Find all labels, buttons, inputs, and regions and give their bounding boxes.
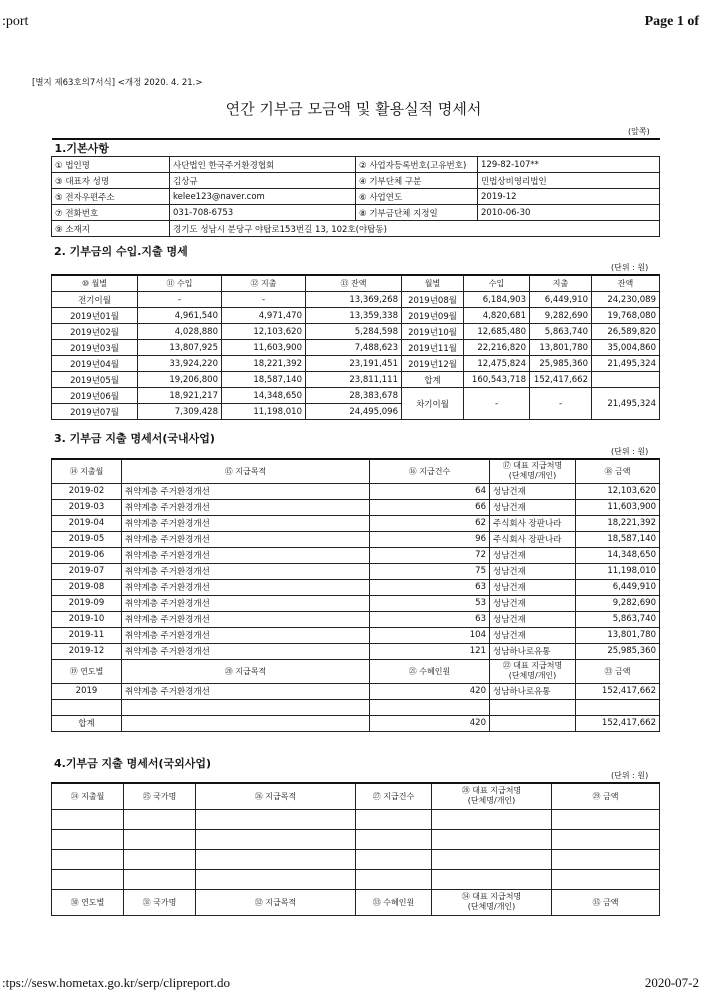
col-header: ⑱ 금액 xyxy=(576,459,660,483)
total-beneficiaries: 420 xyxy=(370,715,490,731)
total-label: 합계 xyxy=(402,372,464,388)
expense-cell: 6,449,910 xyxy=(530,292,592,308)
month-cell: 2019년04월 xyxy=(52,356,138,372)
count-cell: 96 xyxy=(370,531,490,547)
amount-cell: 6,449,910 xyxy=(576,579,660,595)
month-cell: 2019년08월 xyxy=(402,292,464,308)
empty-row xyxy=(52,849,660,869)
income-header-row xyxy=(52,275,660,292)
table-row xyxy=(52,611,660,627)
income-cell: 7,309,428 xyxy=(138,404,222,420)
print-header-left: :port xyxy=(2,14,29,29)
label: ④ 기부단체 구분 xyxy=(356,173,478,189)
table-row xyxy=(52,308,660,324)
payee-cell: 주식회사 장판나라 xyxy=(490,515,576,531)
payee-cell: 성남하나로유통 xyxy=(490,683,576,699)
table-row xyxy=(52,356,660,372)
expense-cell: 9,282,690 xyxy=(530,308,592,324)
month-cell: 2019년05월 xyxy=(52,372,138,388)
beneficiaries-cell: 420 xyxy=(370,683,490,699)
form-number: [별지 제63호의7서식] <개정 2020. 4. 21.> xyxy=(32,78,203,88)
purpose-cell: 취약계층 주거환경개선 xyxy=(122,627,370,643)
month-cell: 2019-11 xyxy=(52,627,122,643)
col-header: ㉜ 지급목적 xyxy=(196,889,356,915)
income-cell: 18,921,217 xyxy=(138,388,222,404)
table-row xyxy=(52,499,660,515)
table-row xyxy=(52,563,660,579)
expense-cell: 14,348,650 xyxy=(222,388,306,404)
month-cell: 2019년10월 xyxy=(402,324,464,340)
amount-cell: 18,587,140 xyxy=(576,531,660,547)
basic-row xyxy=(52,205,660,221)
empty-row xyxy=(52,829,660,849)
amount-cell: 11,198,010 xyxy=(576,563,660,579)
month-cell: 2019-02 xyxy=(52,483,122,499)
payee-cell: 주식회사 장판나라 xyxy=(490,531,576,547)
month-cell: 2019-09 xyxy=(52,595,122,611)
value: kelee123@naver.com xyxy=(170,189,356,205)
basic-info-table xyxy=(51,138,660,237)
income-unit: (단위 : 원) xyxy=(611,263,649,272)
amount-cell: 152,417,662 xyxy=(576,683,660,699)
label: ③ 대표자 성명 xyxy=(52,173,170,189)
income-cell: 33,924,220 xyxy=(138,356,222,372)
print-header-page: Page 1 of xyxy=(644,14,699,29)
col-header: ⑯ 지급건수 xyxy=(370,459,490,483)
table-row xyxy=(52,340,660,356)
income-cell: 13,807,925 xyxy=(138,340,222,356)
count-cell: 63 xyxy=(370,611,490,627)
payee-cell: 성남하나로유통 xyxy=(490,643,576,659)
payee-cell: 성남건재 xyxy=(490,483,576,499)
purpose-cell: 취약계층 주거환경개선 xyxy=(122,579,370,595)
year-row xyxy=(52,683,660,699)
total-purpose xyxy=(122,715,370,731)
month-cell: 전기이월 xyxy=(52,292,138,308)
col-header: ㉓ 금액 xyxy=(576,659,660,683)
expense-cell: 12,103,620 xyxy=(222,324,306,340)
table-row xyxy=(52,579,660,595)
total-expense: 152,417,662 xyxy=(530,372,592,388)
month-cell: 2019년03월 xyxy=(52,340,138,356)
balance-cell: 23,191,451 xyxy=(306,356,402,372)
domestic-table xyxy=(51,458,660,732)
col-header: ㉛ 국가명 xyxy=(124,889,196,915)
purpose-cell: 취약계층 주거환경개선 xyxy=(122,515,370,531)
expense-cell: 18,587,140 xyxy=(222,372,306,388)
expense-cell: - xyxy=(222,292,306,308)
amount-cell: 5,863,740 xyxy=(576,611,660,627)
expense-cell: 18,221,392 xyxy=(222,356,306,372)
balance-cell: 24,495,096 xyxy=(306,404,402,420)
col-header: ⑫ 지출 xyxy=(222,275,306,292)
month-cell: 2019년06월 xyxy=(52,388,138,404)
basic-row xyxy=(52,189,660,205)
col-header: ㉞ 대표 지급처명 (단체명/개인) xyxy=(432,889,552,915)
col-header: ⑰ 대표 지급처명 (단체명/개인) xyxy=(490,459,576,483)
front-side-label: (앞쪽) xyxy=(628,127,650,136)
amount-cell: 14,348,650 xyxy=(576,547,660,563)
balance-cell: 7,488,623 xyxy=(306,340,402,356)
purpose-cell: 취약계층 주거환경개선 xyxy=(122,499,370,515)
basic-row xyxy=(52,157,660,173)
balance-cell: 13,359,338 xyxy=(306,308,402,324)
col-header: ⑭ 지출월 xyxy=(52,459,122,483)
col-header: ㉒ 대표 지급처명 (단체명/개인) xyxy=(490,659,576,683)
payee-cell: 성남건재 xyxy=(490,627,576,643)
basic-row xyxy=(52,173,660,189)
payee-cell: 성남건재 xyxy=(490,611,576,627)
col-header: ㉟ 금액 xyxy=(552,889,660,915)
month-cell: 2019년11월 xyxy=(402,340,464,356)
total-row xyxy=(52,715,660,731)
address-value: 경기도 성남시 분당구 야탑로153번길 13, 102호(야탑동) xyxy=(170,221,660,237)
month-cell: 2019-07 xyxy=(52,563,122,579)
value: 민법상비영리법인 xyxy=(478,173,660,189)
count-cell: 104 xyxy=(370,627,490,643)
income-cell: - xyxy=(138,292,222,308)
col-header: 지출 xyxy=(530,275,592,292)
label: ② 사업자등록번호(고유번호) xyxy=(356,157,478,173)
month-cell: 2019년09월 xyxy=(402,308,464,324)
month-cell: 2019년07월 xyxy=(52,404,138,420)
income-cell: 4,961,540 xyxy=(138,308,222,324)
balance-cell: 28,383,678 xyxy=(306,388,402,404)
table-row xyxy=(52,483,660,499)
expense-cell: 11,198,010 xyxy=(222,404,306,420)
balance-cell: 35,004,860 xyxy=(592,340,660,356)
income-cell: 12,685,480 xyxy=(464,324,530,340)
domestic-header2-row xyxy=(52,659,660,683)
col-header: ㉙ 금액 xyxy=(552,783,660,809)
expense-cell: 25,985,360 xyxy=(530,356,592,372)
overseas-header-row xyxy=(52,783,660,809)
income-cell: 4,820,681 xyxy=(464,308,530,324)
col-header: ㉕ 국가명 xyxy=(124,783,196,809)
month-cell: 2019-05 xyxy=(52,531,122,547)
expense-cell: 11,603,900 xyxy=(222,340,306,356)
year-cell: 2019 xyxy=(52,683,122,699)
overseas-header2-row xyxy=(52,889,660,915)
label: ⑨ 소재지 xyxy=(52,221,170,237)
purpose-cell: 취약계층 주거환경개선 xyxy=(122,547,370,563)
table-row xyxy=(52,595,660,611)
table-row xyxy=(52,388,660,404)
section-income-title: 2. 기부금의 수입.지출 명세 xyxy=(54,245,188,258)
domestic-header-row xyxy=(52,459,660,483)
income-cell: 12,475,824 xyxy=(464,356,530,372)
table-row xyxy=(52,643,660,659)
empty-row xyxy=(52,699,660,715)
income-table xyxy=(51,274,660,420)
section-basic-title: 1.기본사항 xyxy=(52,139,660,157)
domestic-unit: (단위 : 원) xyxy=(611,447,649,456)
balance-cell: 23,811,111 xyxy=(306,372,402,388)
count-cell: 64 xyxy=(370,483,490,499)
balance-cell: 21,495,324 xyxy=(592,356,660,372)
balance-cell: 19,768,080 xyxy=(592,308,660,324)
amount-cell: 11,603,900 xyxy=(576,499,660,515)
purpose-cell: 취약계층 주거환경개선 xyxy=(122,643,370,659)
carry-balance: 21,495,324 xyxy=(592,388,660,420)
count-cell: 62 xyxy=(370,515,490,531)
month-cell: 2019년02월 xyxy=(52,324,138,340)
col-header: ⑩ 월별 xyxy=(52,275,138,292)
section-overseas-title: 4.기부금 지출 명세서(국외사업) xyxy=(54,757,212,770)
month-cell: 2019-12 xyxy=(52,643,122,659)
domestic-body xyxy=(52,483,660,659)
basic-row-address xyxy=(52,221,660,237)
print-footer-url: :tps://sesw.hometax.go.kr/serp/clipreport.do xyxy=(2,975,231,990)
value: 129-82-107** xyxy=(478,157,660,173)
balance-cell: 24,230,089 xyxy=(592,292,660,308)
total-income: 160,543,718 xyxy=(464,372,530,388)
income-cell: 4,028,880 xyxy=(138,324,222,340)
col-header: ⑲ 연도별 xyxy=(52,659,122,683)
amount-cell: 25,985,360 xyxy=(576,643,660,659)
table-row xyxy=(52,531,660,547)
month-cell: 2019-10 xyxy=(52,611,122,627)
count-cell: 53 xyxy=(370,595,490,611)
purpose-cell: 취약계층 주거환경개선 xyxy=(122,595,370,611)
col-header: ⑪ 수입 xyxy=(138,275,222,292)
table-row xyxy=(52,627,660,643)
total-payee xyxy=(490,715,576,731)
count-cell: 75 xyxy=(370,563,490,579)
total-amount: 152,417,662 xyxy=(576,715,660,731)
carry-expense: - xyxy=(530,388,592,420)
document-title: 연간 기부금 모금액 및 활용실적 명세서 xyxy=(225,100,482,118)
income-cell: 22,216,820 xyxy=(464,340,530,356)
amount-cell: 9,282,690 xyxy=(576,595,660,611)
col-header: ㉔ 지출월 xyxy=(52,783,124,809)
col-header: ⑬ 잔액 xyxy=(306,275,402,292)
col-header: ⑳ 지급목적 xyxy=(122,659,370,683)
value: 031-708-6753 xyxy=(170,205,356,221)
col-header: 수입 xyxy=(464,275,530,292)
carry-forward-label: 차기이월 xyxy=(402,388,464,420)
col-header: ⑮ 지급목적 xyxy=(122,459,370,483)
label: ⑤ 전자우편주소 xyxy=(52,189,170,205)
col-header: 잔액 xyxy=(592,275,660,292)
payee-cell: 성남건재 xyxy=(490,547,576,563)
payee-cell: 성남건재 xyxy=(490,563,576,579)
balance-cell: 13,369,268 xyxy=(306,292,402,308)
carry-income: - xyxy=(464,388,530,420)
col-header: ㉝ 수혜인원 xyxy=(356,889,432,915)
purpose-cell: 취약계층 주거환경개선 xyxy=(122,611,370,627)
month-cell: 2019-08 xyxy=(52,579,122,595)
table-row xyxy=(52,324,660,340)
col-header: ㉗ 지급건수 xyxy=(356,783,432,809)
col-header: ㉘ 대표 지급처명 (단체명/개인) xyxy=(432,783,552,809)
month-cell: 2019-06 xyxy=(52,547,122,563)
label: ⑧ 기부금단체 지정일 xyxy=(356,205,478,221)
table-row xyxy=(52,515,660,531)
value: 사단법인 한국주거환경협회 xyxy=(170,157,356,173)
value: 김상규 xyxy=(170,173,356,189)
income-cell: 19,206,800 xyxy=(138,372,222,388)
table-row xyxy=(52,292,660,308)
purpose-cell: 취약계층 주거환경개선 xyxy=(122,483,370,499)
purpose-cell: 취약계층 주거환경개선 xyxy=(122,683,370,699)
purpose-cell: 취약계층 주거환경개선 xyxy=(122,531,370,547)
month-cell: 2019-03 xyxy=(52,499,122,515)
overseas-unit: (단위 : 원) xyxy=(611,771,649,780)
amount-cell: 18,221,392 xyxy=(576,515,660,531)
value: 2019-12 xyxy=(478,189,660,205)
table-row xyxy=(52,547,660,563)
label: ⑦ 전화번호 xyxy=(52,205,170,221)
empty-row xyxy=(52,809,660,829)
expense-cell: 13,801,780 xyxy=(530,340,592,356)
amount-cell: 13,801,780 xyxy=(576,627,660,643)
payee-cell: 성남건재 xyxy=(490,595,576,611)
month-cell: 2019년01월 xyxy=(52,308,138,324)
col-header: ㉑ 수혜인원 xyxy=(370,659,490,683)
balance-cell: 5,284,598 xyxy=(306,324,402,340)
expense-cell: 5,863,740 xyxy=(530,324,592,340)
total-balance xyxy=(592,372,660,388)
col-header: 월별 xyxy=(402,275,464,292)
month-cell: 2019-04 xyxy=(52,515,122,531)
expense-cell: 4,971,470 xyxy=(222,308,306,324)
count-cell: 66 xyxy=(370,499,490,515)
overseas-table xyxy=(51,782,660,916)
col-header: ㉖ 지급목적 xyxy=(196,783,356,809)
balance-cell: 26,589,820 xyxy=(592,324,660,340)
section-domestic-title: 3. 기부금 지출 명세서(국내사업) xyxy=(54,432,215,445)
col-header: ㉚ 연도별 xyxy=(52,889,124,915)
payee-cell: 성남건재 xyxy=(490,579,576,595)
count-cell: 72 xyxy=(370,547,490,563)
count-cell: 121 xyxy=(370,643,490,659)
label: ⑥ 사업연도 xyxy=(356,189,478,205)
table-row xyxy=(52,372,660,388)
income-cell: 6,184,903 xyxy=(464,292,530,308)
month-cell: 2019년12월 xyxy=(402,356,464,372)
purpose-cell: 취약계층 주거환경개선 xyxy=(122,563,370,579)
label: ① 법인명 xyxy=(52,157,170,173)
print-footer-date: 2020-07-2 xyxy=(644,975,699,990)
payee-cell: 성남건재 xyxy=(490,499,576,515)
count-cell: 63 xyxy=(370,579,490,595)
value: 2010-06-30 xyxy=(478,205,660,221)
total-label: 합계 xyxy=(52,715,122,731)
empty-row xyxy=(52,869,660,889)
amount-cell: 12,103,620 xyxy=(576,483,660,499)
